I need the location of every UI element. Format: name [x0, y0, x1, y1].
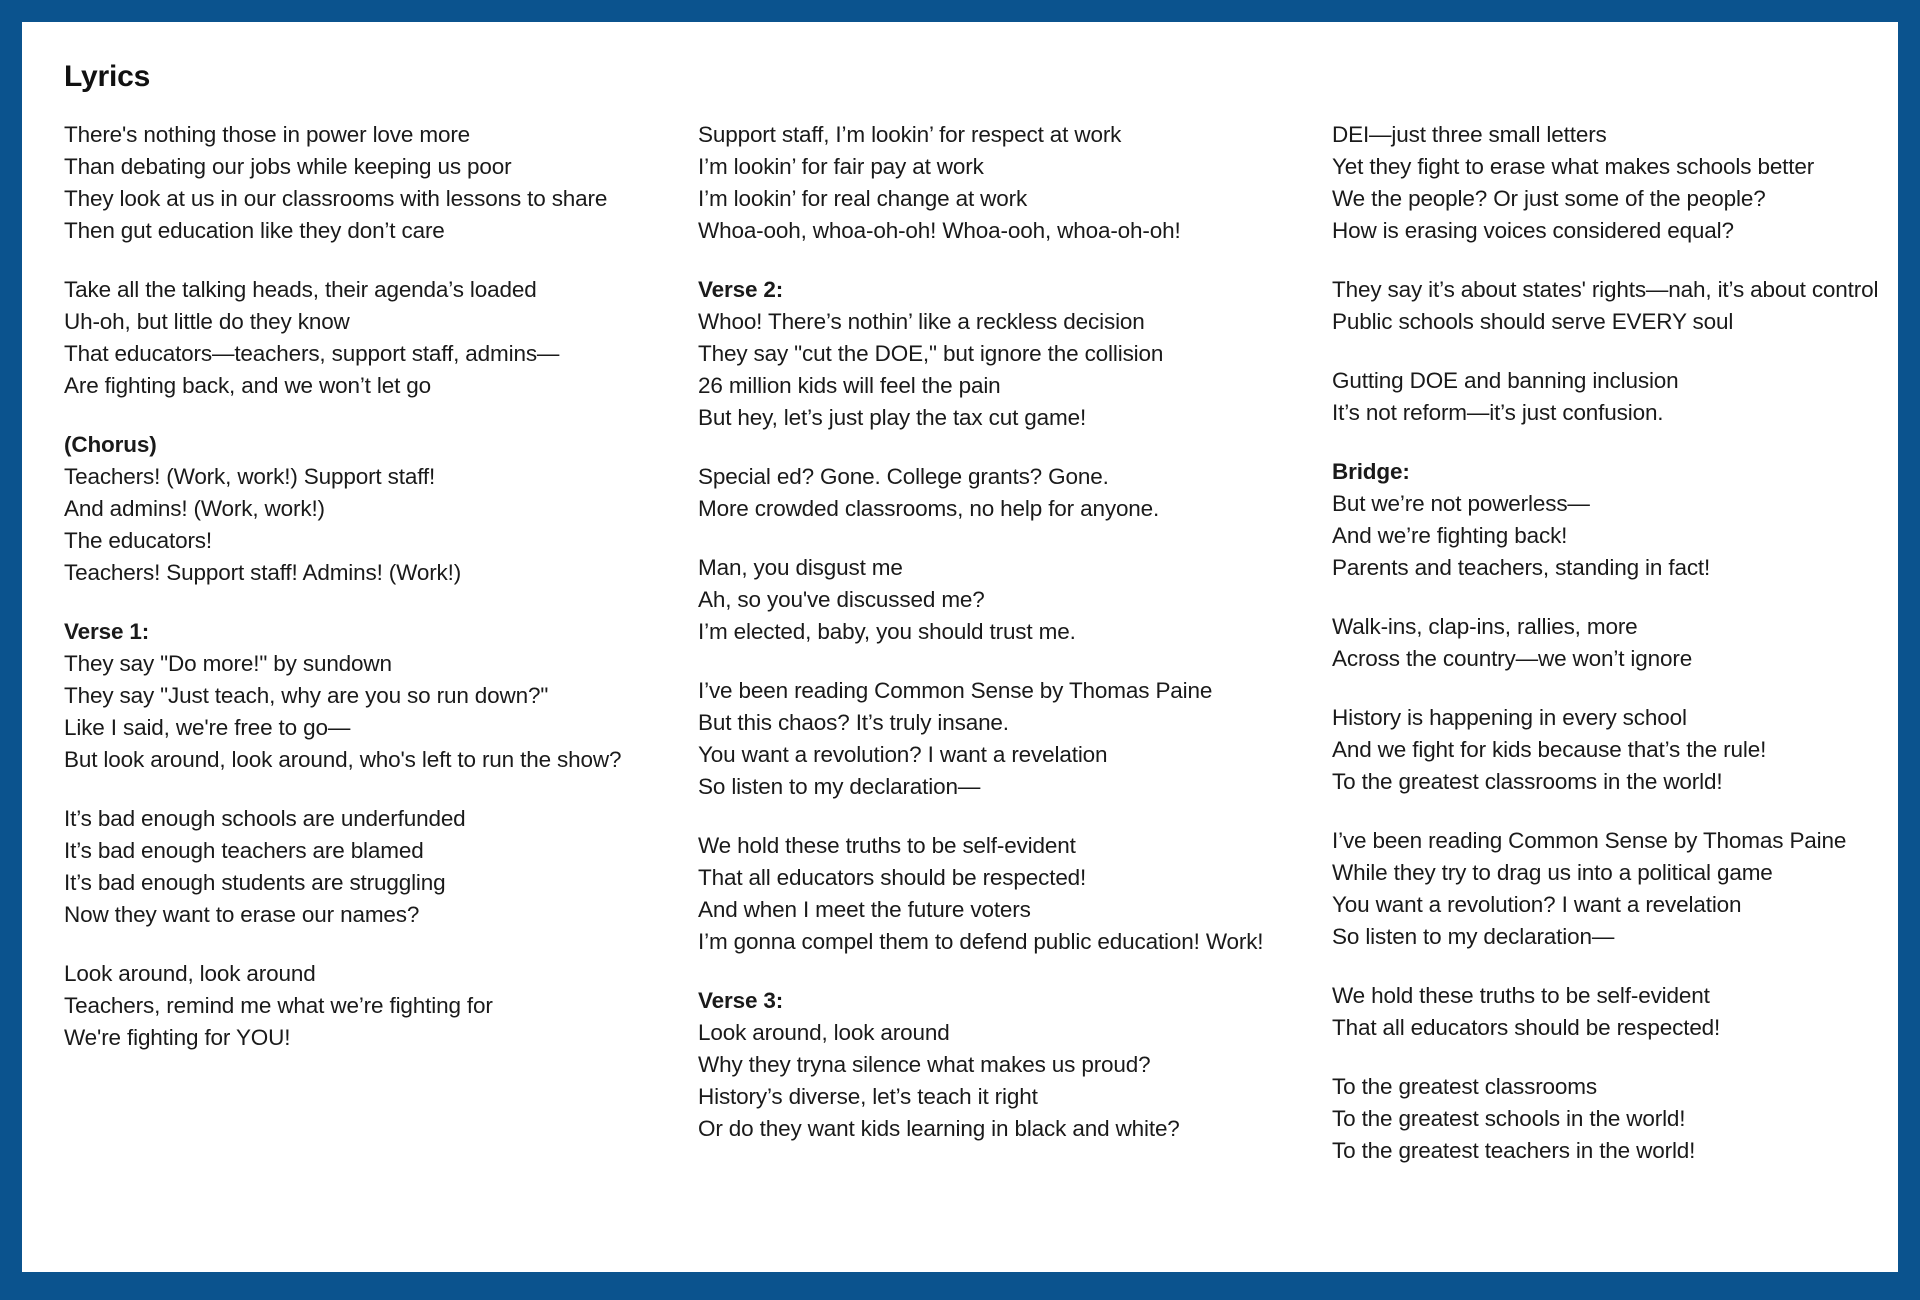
lyric-line: Are fighting back, and we won’t let go	[64, 373, 432, 398]
lyrics-stanza	[1332, 1071, 1898, 1167]
lyric-line: Look around, look around	[64, 961, 316, 986]
lyrics-stanza	[64, 429, 697, 589]
lyric-line: Than debating our jobs while keeping us poor	[64, 154, 512, 179]
lyric-line: Man, you disgust me	[698, 555, 903, 580]
section-heading: Bridge:	[1332, 459, 1410, 484]
lyric-line: We hold these truths to be self-evident	[698, 833, 1076, 858]
lyric-line: That educators—teachers, support staff, admins—	[64, 341, 560, 366]
lyric-line: History’s diverse, let’s teach it right	[698, 1084, 1038, 1109]
lyric-line: To the greatest teachers in the world!	[1332, 1138, 1696, 1163]
section-heading: (Chorus)	[64, 432, 157, 457]
lyric-line: Take all the talking heads, their agenda’s loaded	[64, 277, 537, 302]
lyric-line: Now they want to erase our names?	[64, 902, 420, 927]
lyric-line: That all educators should be respected!	[698, 865, 1087, 890]
lyric-line: Whoo! There’s nothin’ like a reckless decision	[698, 309, 1145, 334]
lyric-line: Across the country—we won’t ignore	[1332, 646, 1693, 671]
lyrics-stanza	[64, 958, 697, 1054]
lyric-line: They look at us in our classrooms with lessons to share	[64, 186, 608, 211]
lyric-line: I’m lookin’ for fair pay at work	[698, 154, 984, 179]
lyrics-stanza	[698, 552, 1331, 648]
lyric-line: It’s bad enough students are struggling	[64, 870, 446, 895]
lyric-line: So listen to my declaration—	[698, 774, 981, 799]
lyric-line: It’s bad enough teachers are blamed	[64, 838, 424, 863]
lyric-line: You want a revolution? I want a revelation	[698, 742, 1108, 767]
lyric-line: And admins! (Work, work!)	[64, 496, 325, 521]
lyric-line: Public schools should serve EVERY soul	[1332, 309, 1734, 334]
section-heading: Verse 2:	[698, 277, 784, 302]
lyric-line: But this chaos? It’s truly insane.	[698, 710, 1009, 735]
lyric-line: While they try to drag us into a political game	[1332, 860, 1773, 885]
lyrics-stanza	[1332, 119, 1898, 247]
lyric-line: Or do they want kids learning in black and white?	[698, 1116, 1180, 1141]
lyric-line: History is happening in every school	[1332, 705, 1687, 730]
section-heading: Verse 1:	[64, 619, 150, 644]
lyric-line: Gutting DOE and banning inclusion	[1332, 368, 1679, 393]
lyric-line: You want a revolution? I want a revelation	[1332, 892, 1742, 917]
lyrics-stanza	[1332, 611, 1898, 675]
lyrics-stanza	[698, 830, 1331, 958]
lyric-line: DEI—just three small letters	[1332, 122, 1607, 147]
lyric-line: It’s not reform—it’s just confusion.	[1332, 400, 1664, 425]
lyrics-column-2	[697, 119, 1331, 1145]
lyric-line: Teachers! Support staff! Admins! (Work!)	[64, 560, 462, 585]
lyrics-stanza	[698, 119, 1331, 247]
lyrics-stanza	[698, 461, 1331, 525]
lyrics-stanza	[698, 274, 1331, 434]
lyrics-column-3	[1331, 119, 1898, 1167]
lyrics-stanza	[698, 985, 1331, 1145]
lyrics-stanza	[1332, 825, 1898, 953]
lyric-line: Teachers! (Work, work!) Support staff!	[64, 464, 436, 489]
lyric-line: So listen to my declaration—	[1332, 924, 1615, 949]
lyric-line: They say "Just teach, why are you so run down?"	[64, 683, 549, 708]
lyric-line: We hold these truths to be self-evident	[1332, 983, 1710, 1008]
page-title: Lyrics	[64, 60, 151, 93]
lyric-line: Why they tryna silence what makes us proud?	[698, 1052, 1151, 1077]
lyric-line: Then gut education like they don’t care	[64, 218, 445, 243]
lyrics-card	[22, 22, 1898, 1272]
lyrics-stanza	[64, 274, 697, 402]
lyric-line: I’ve been reading Common Sense by Thomas Paine	[1332, 828, 1847, 853]
lyric-line: Parents and teachers, standing in fact!	[1332, 555, 1711, 580]
lyric-line: Uh-oh, but little do they know	[64, 309, 350, 334]
lyric-line: Walk-ins, clap-ins, rallies, more	[1332, 614, 1638, 639]
lyric-line: 26 million kids will feel the pain	[698, 373, 1001, 398]
lyric-line: It’s bad enough schools are underfunded	[64, 806, 466, 831]
lyric-line: I’m gonna compel them to defend public education! Work!	[698, 929, 1264, 954]
lyric-line: Special ed? Gone. College grants? Gone.	[698, 464, 1109, 489]
lyric-line: I’m lookin’ for real change at work	[698, 186, 1028, 211]
lyric-line: They say it’s about states' rights—nah, it’s about control	[1332, 277, 1879, 302]
lyrics-stanza	[64, 803, 697, 931]
lyrics-stanza	[1332, 274, 1898, 338]
lyric-line: Look around, look around	[698, 1020, 950, 1045]
lyric-line: But look around, look around, who's left to run the show?	[64, 747, 622, 772]
lyric-line: We're fighting for YOU!	[64, 1025, 291, 1050]
lyric-line: To the greatest schools in the world!	[1332, 1106, 1686, 1131]
lyric-line: There's nothing those in power love more	[64, 122, 471, 147]
lyric-line: But we’re not powerless—	[1332, 491, 1590, 516]
lyrics-column-1	[64, 119, 697, 1054]
lyric-line: Whoa-ooh, whoa-oh-oh! Whoa-ooh, whoa-oh-oh!	[698, 218, 1181, 243]
lyrics-stanza	[1332, 365, 1898, 429]
lyric-line: Ah, so you've discussed me?	[698, 587, 985, 612]
lyric-line: And when I meet the future voters	[698, 897, 1031, 922]
lyric-line: To the greatest classrooms	[1332, 1074, 1597, 1099]
lyric-line: I’ve been reading Common Sense by Thomas Paine	[698, 678, 1213, 703]
lyrics-stanza	[1332, 456, 1898, 584]
lyrics-stanza	[1332, 702, 1898, 798]
lyric-line: Yet they fight to erase what makes schools better	[1332, 154, 1815, 179]
lyric-line: Support staff, I’m lookin’ for respect at work	[698, 122, 1122, 147]
lyric-line: To the greatest classrooms in the world!	[1332, 769, 1723, 794]
lyric-line: That all educators should be respected!	[1332, 1015, 1721, 1040]
lyric-line: Teachers, remind me what we’re fighting for	[64, 993, 493, 1018]
lyric-line: We the people? Or just some of the people?	[1332, 186, 1766, 211]
lyric-line: They say "Do more!" by sundown	[64, 651, 392, 676]
lyrics-stanza	[64, 616, 697, 776]
lyric-line: But hey, let’s just play the tax cut game!	[698, 405, 1087, 430]
lyrics-stanza	[64, 119, 697, 247]
lyrics-stanza	[1332, 980, 1898, 1044]
section-heading: Verse 3:	[698, 988, 784, 1013]
lyric-line: They say "cut the DOE," but ignore the collision	[698, 341, 1164, 366]
lyric-line: I’m elected, baby, you should trust me.	[698, 619, 1076, 644]
lyric-line: The educators!	[64, 528, 212, 553]
lyrics-columns	[64, 119, 1879, 1167]
lyric-line: Like I said, we're free to go—	[64, 715, 351, 740]
lyrics-stanza	[698, 675, 1331, 803]
lyric-line: How is erasing voices considered equal?	[1332, 218, 1734, 243]
lyric-line: More crowded classrooms, no help for anyone.	[698, 496, 1160, 521]
lyric-line: And we’re fighting back!	[1332, 523, 1568, 548]
lyric-line: And we fight for kids because that’s the rule!	[1332, 737, 1767, 762]
